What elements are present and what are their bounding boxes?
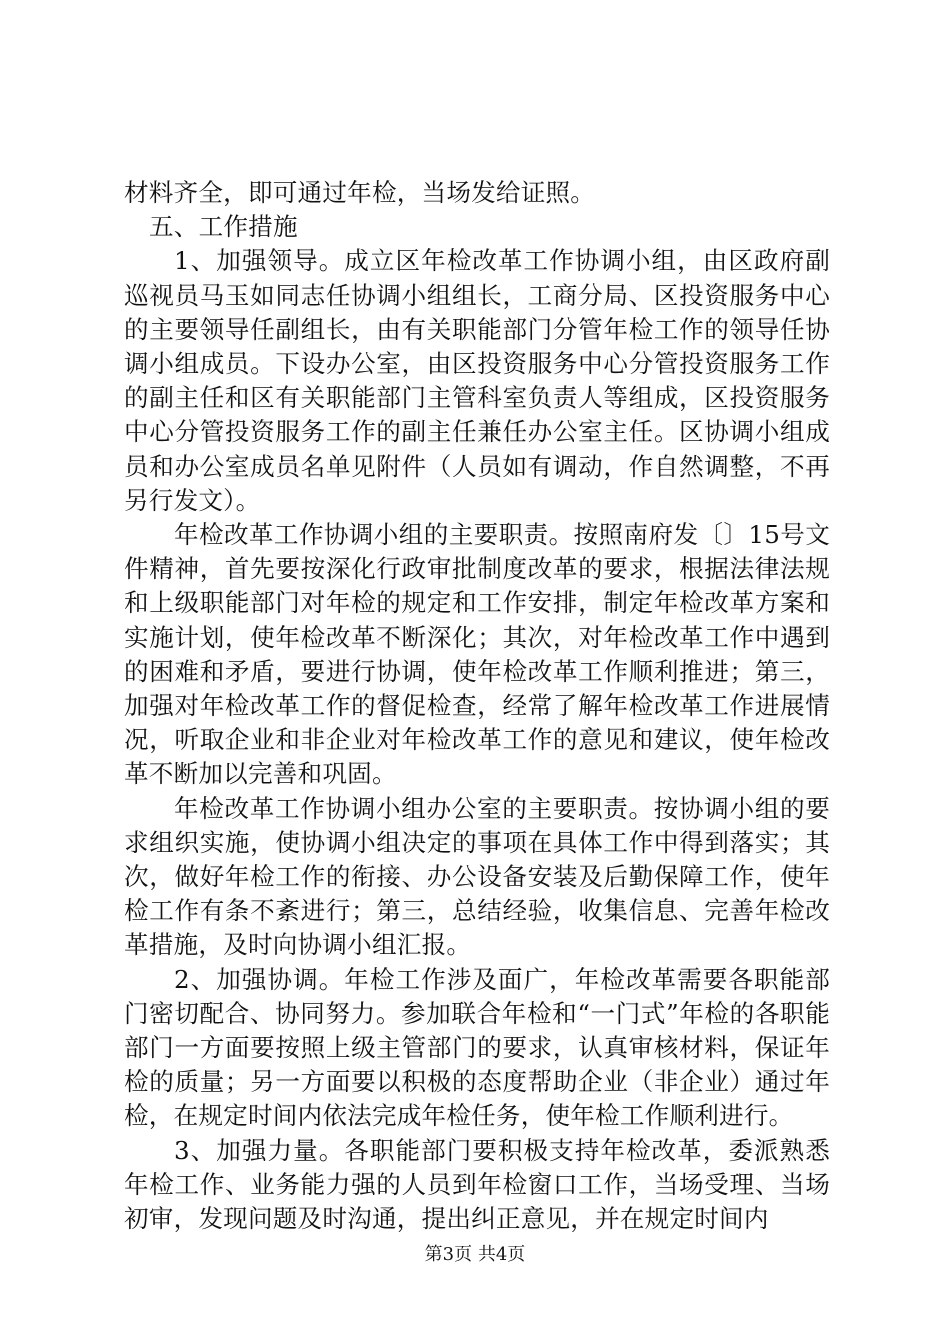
document-body xyxy=(124,176,830,1236)
paragraph-continuation: 材料齐全，即可通过年检，当场发给证照。 xyxy=(124,178,596,207)
paragraph-strengthen-staffing: 3、加强力量。各职能部门要积极支持年检改革，委派熟悉年检工作、业务能力强的人员到年检窗口工作，当场受理、当场初审，发现问题及时沟通，提出纠正意见，并在规定时间内 xyxy=(124,1135,830,1234)
paragraph-group-duties: 年检改革工作协调小组的主要职责。按照南府发〔〕15号文件精神，首先要按深化行政审批制度改革的要求，根据法律法规和上级职能部门对年检的规定和工作安排，制定年检改革方案和实施计划，使年检改革不断深化；其次，对年检改革工作中遇到的困难和矛盾，要进行协调，使年检改革工作顺利推进；第三，加强对年检改革工作的督促检查，经常了解年检改革工作进展情况，听取企业和非企业对年检改革工作的意见和建议，使年检改革不断加以完善和巩固。 xyxy=(124,520,830,789)
paragraph-office-duties: 年检改革工作协调小组办公室的主要职责。按协调小组的要求组织实施，使协调小组决定的事项在具体工作中得到落实；其次，做好年检工作的衔接、办公设备安装及后勤保障工作，使年检工作有条不紊进行；第三，总结经验，收集信息、完善年检改革措施，及时向协调小组汇报。 xyxy=(124,793,830,960)
paragraph-strengthen-leadership: 1、加强领导。成立区年检改革工作协调小组，由区政府副巡视员马玉如同志任协调小组组长，工商分局、区投资服务中心的主要领导任副组长，由有关职能部门分管年检工作的领导任协调小组成员。下设办公室，由区投资服务中心分管投资服务工作的副主任和区有关职能部门主管科室负责人等组成，区投资服务中心分管投资服务工作的副主任兼任办公室主任。区协调小组成员和办公室成员名单见附件（人员如有调动，作自然调整，不再另行发文）。 xyxy=(124,246,830,515)
paragraph-strengthen-coordination: 2、加强协调。年检工作涉及面广，年检改革需要各职能部门密切配合、协同努力。参加联合年检和“一门式”年检的各职能部门一方面要按照上级主管部门的要求，认真审核材料，保证年检的质量；另一方面要以积极的态度帮助企业（非企业）通过年检，在规定时间内依法完成年检任务，使年检工作顺利进行。 xyxy=(124,964,830,1131)
page-number-footer: 第3页 共4页 xyxy=(424,1244,526,1265)
section-heading-work-measures: 五、工作措施 xyxy=(149,212,298,242)
